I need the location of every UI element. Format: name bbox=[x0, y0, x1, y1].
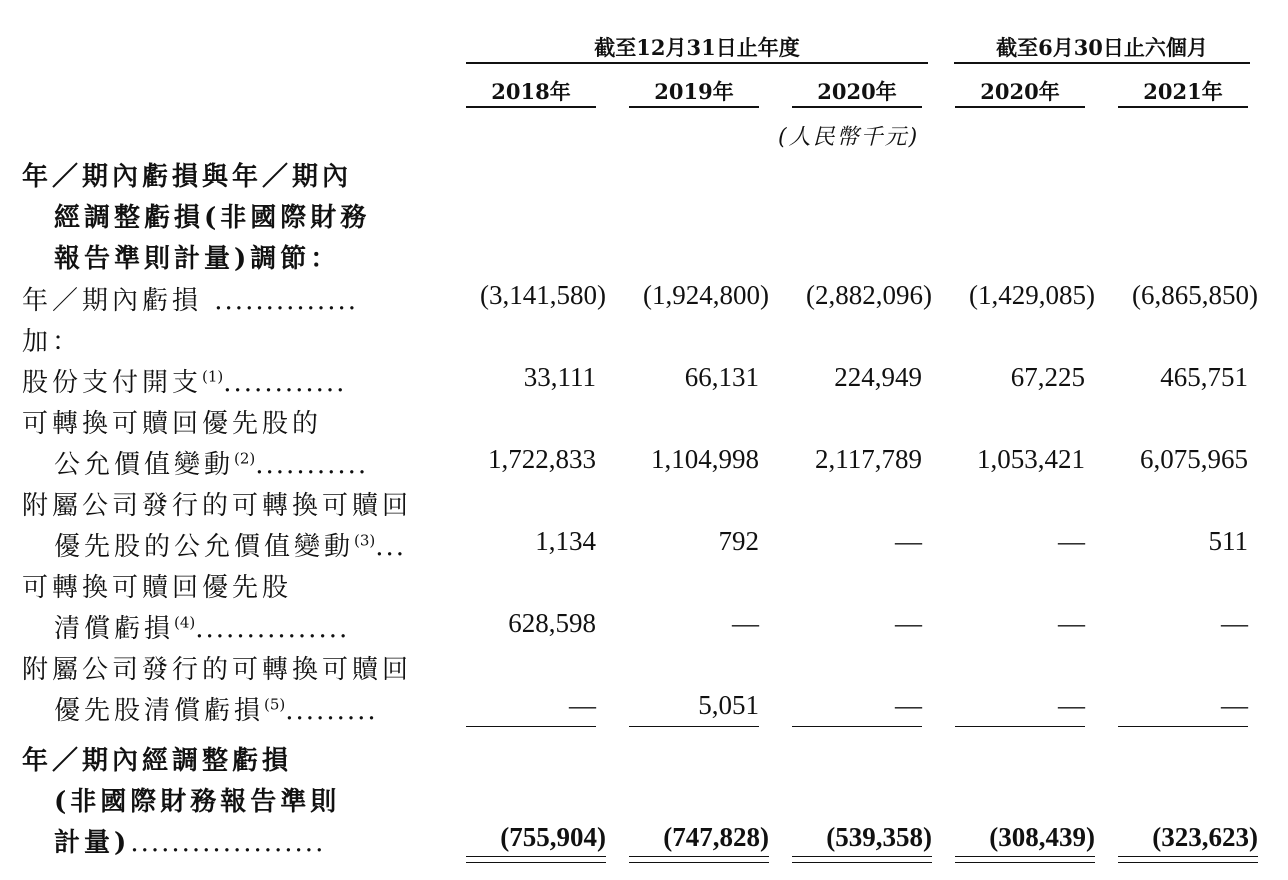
cell-fv-2020-h1: 1,053,421 bbox=[977, 444, 1085, 474]
total-2021-h1: (323,623) bbox=[1152, 822, 1258, 852]
header-group2-rule bbox=[954, 62, 1250, 64]
cell-ext-2020-h1: — bbox=[1058, 608, 1085, 638]
cell-fv-2019: 1,104,998 bbox=[651, 444, 759, 474]
row-label-add: 加： bbox=[22, 327, 83, 357]
total-label-line3: 計量)................... bbox=[54, 828, 326, 858]
cell-ext-2020: — bbox=[895, 608, 922, 638]
total-double-rule bbox=[1118, 856, 1258, 863]
cell-sub-fv-2020: — bbox=[895, 526, 922, 556]
subtotal-rule bbox=[466, 726, 596, 727]
row-label-share-based-payment: 股份支付開支$^{(1)}$............ bbox=[22, 367, 347, 398]
subtotal-rule bbox=[792, 726, 922, 727]
subtotal-rule bbox=[955, 726, 1085, 727]
header-group-six-months: 截至6月30日止六個月 bbox=[996, 35, 1208, 60]
total-label-line1: 年／期內經調整虧損 bbox=[22, 746, 293, 776]
total-double-rule bbox=[629, 856, 769, 863]
row-label-loss: 年／期內虧損 .............. bbox=[22, 286, 358, 316]
cell-sub-fv-2020-h1: — bbox=[1058, 526, 1085, 556]
column-header-2018: 2018年 bbox=[491, 79, 571, 104]
total-2019: (747,828) bbox=[663, 822, 769, 852]
column-rule bbox=[955, 106, 1085, 108]
row-label-sub-fv-line1: 附屬公司發行的可轉換可贖回 bbox=[22, 491, 413, 521]
row-label-extinguish-line1: 可轉換可贖回優先股 bbox=[22, 573, 293, 603]
column-rule bbox=[629, 106, 759, 108]
cell-loss-2019: (1,924,800) bbox=[643, 280, 769, 310]
cell-fv-2020: 2,117,789 bbox=[815, 444, 922, 474]
column-rule bbox=[792, 106, 922, 108]
total-double-rule bbox=[466, 856, 606, 863]
header-group-year-ended: 截至12月31日止年度 bbox=[594, 35, 800, 60]
section-title-line2: 經調整虧損(非國際財務 bbox=[54, 203, 371, 233]
cell-sbp-2018: 33,111 bbox=[523, 362, 596, 392]
cell-fv-2021-h1: 6,075,965 bbox=[1140, 444, 1248, 474]
cell-loss-2020-h1: (1,429,085) bbox=[969, 280, 1095, 310]
cell-sub-ext-2019: 5,051 bbox=[698, 690, 759, 720]
cell-sbp-2021-h1: 465,751 bbox=[1160, 362, 1248, 392]
row-label-sub-ext: 優先股清償虧損$^{(5)}$......... bbox=[54, 695, 378, 726]
cell-sub-fv-2019: 792 bbox=[718, 526, 759, 556]
cell-loss-2020: (2,882,096) bbox=[806, 280, 932, 310]
cell-sbp-2020-h1: 67,225 bbox=[1010, 362, 1085, 392]
cell-sub-fv-2018: 1,134 bbox=[535, 526, 596, 556]
cell-ext-2018: 628,598 bbox=[508, 608, 596, 638]
total-double-rule bbox=[955, 856, 1095, 863]
unit-label: (人民幣千元) bbox=[778, 125, 920, 150]
subtotal-rule bbox=[1118, 726, 1248, 727]
cell-sub-ext-2018: — bbox=[569, 690, 596, 720]
cell-ext-2019: — bbox=[732, 608, 759, 638]
total-double-rule bbox=[792, 856, 932, 863]
column-rule bbox=[466, 106, 596, 108]
cell-loss-2021-h1: (6,865,850) bbox=[1132, 280, 1258, 310]
row-label-fv-change-line1: 可轉換可贖回優先股的 bbox=[22, 409, 323, 439]
column-header-2021-h1: 2021年 bbox=[1143, 79, 1223, 104]
subtotal-rule bbox=[629, 726, 759, 727]
cell-ext-2021-h1: — bbox=[1221, 608, 1248, 638]
cell-loss-2018: (3,141,580) bbox=[480, 280, 606, 310]
cell-sbp-2019: 66,131 bbox=[684, 362, 759, 392]
cell-sub-ext-2020-h1: — bbox=[1058, 690, 1085, 720]
total-label-line2: (非國際財務報告準則 bbox=[54, 787, 341, 817]
total-2020-h1: (308,439) bbox=[989, 822, 1095, 852]
section-title-line1: 年／期內虧損與年／期內 bbox=[22, 162, 353, 192]
cell-sbp-2020: 224,949 bbox=[834, 362, 922, 392]
section-title-line3: 報告準則計量)調節： bbox=[54, 244, 341, 274]
total-2018: (755,904) bbox=[500, 822, 606, 852]
column-header-2020: 2020年 bbox=[817, 79, 897, 104]
row-label-sub-ext-line1: 附屬公司發行的可轉換可贖回 bbox=[22, 655, 413, 685]
row-label-extinguish: 清償虧損$^{(4)}$............... bbox=[54, 613, 350, 644]
total-2020: (539,358) bbox=[826, 822, 932, 852]
row-label-fv-change: 公允價值變動$^{(2)}$........... bbox=[54, 449, 369, 480]
cell-fv-2018: 1,722,833 bbox=[488, 444, 596, 474]
cell-sub-ext-2021-h1: — bbox=[1221, 690, 1248, 720]
cell-sub-fv-2021-h1: 511 bbox=[1208, 526, 1248, 556]
column-header-2019: 2019年 bbox=[654, 79, 734, 104]
cell-sub-ext-2020: — bbox=[895, 690, 922, 720]
header-group1-rule bbox=[466, 62, 928, 64]
row-label-sub-fv: 優先股的公允價值變動$^{(3)}$... bbox=[54, 531, 407, 562]
column-header-2020-h1: 2020年 bbox=[980, 79, 1060, 104]
column-rule bbox=[1118, 106, 1248, 108]
